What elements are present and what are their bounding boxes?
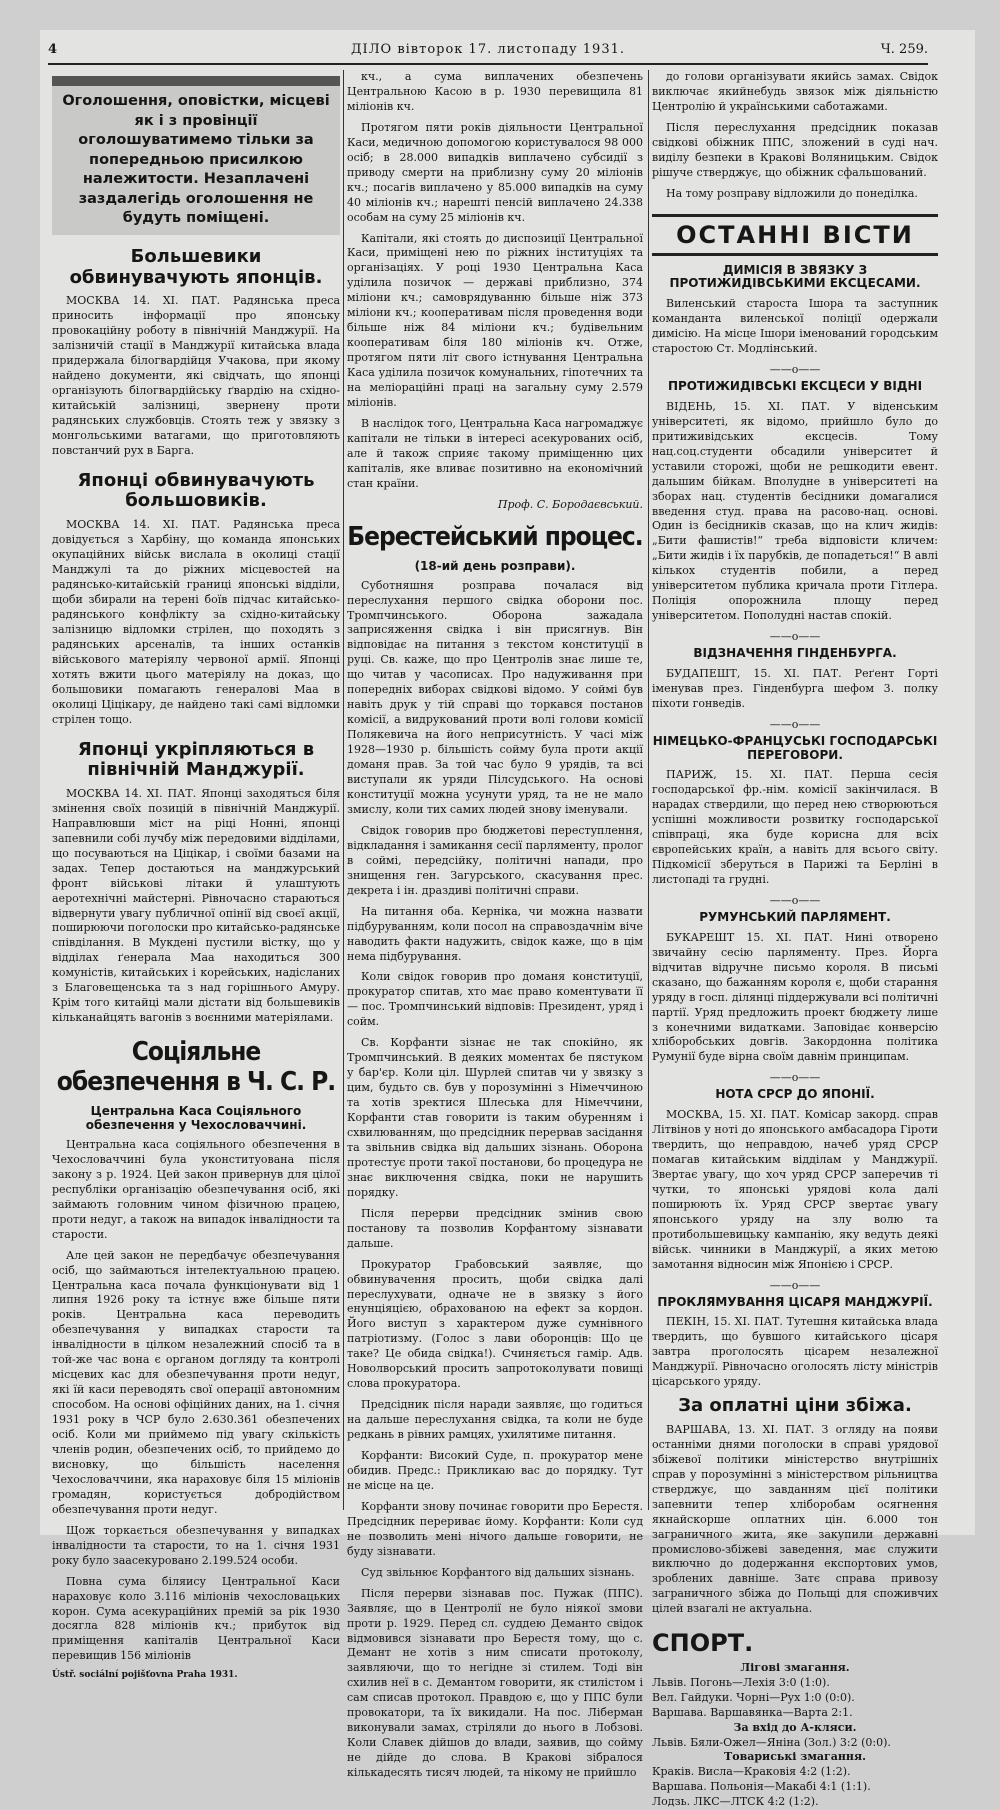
news-title: НІМЕЦЬКО-ФРАНЦУСЬКІ ГОСПОДАРСЬКІ ПЕРЕГОВОРИ.: [652, 733, 938, 762]
article-text: до голови організувати якийсь замах. Свідок виключає якийнебудь звязок між діяльністю Центролію й українськими саботажами.: [652, 70, 938, 113]
article-text: На питання оба. Керніка, чи можна назвати підбуруванням, коли посол на справоздачнім віче наводить факти надужить, свідок каже, що в цім нема підбурування.: [347, 904, 643, 963]
news-title: НОТА СРСР ДО ЯПОНІЇ.: [715, 1087, 875, 1102]
notice-text: Оголошення, оповістки, місцеві як і з провінції оголошуватимемо тільки за попередньою присилкою належитости. Незаплачені заздалегідь оголошення не будуть поміщені.: [62, 93, 330, 227]
article-brest-trial: [347, 523, 643, 1781]
news-title: ПРОТИЖИДІВСЬКІ ЕКСЦЕСИ У ВІДНІ: [667, 379, 923, 394]
sport-line: Краків. Висла—Краковія 4:2 (1:2).: [652, 1765, 851, 1779]
article-text: Предсідник після наради заявляє, що годиться на дальше переслухання свідка, та коли не буде редкань в рівних рамцях, ухилятиме питання.: [347, 1398, 643, 1442]
sport-line: Варшава. Варшавянка—Варта 2:1.: [652, 1705, 853, 1719]
article-text: Суботняшня розправа почалася від переслухання першого свідка оборони пос. Тромпчинського. Оборона зажадала заприсяження свідка і він присягнув. Він відповідає на питання з текстом конституції в руці. Св. каже, що про Центролів знає лише те, що читав у часописах. Про надуживання при попередніх виборах свідкові відомо. У соймі був навіть друк у тій справі що торкався постанов комісії, а видрукований проти волі голови комісії Полякевича на його неприсутність. У часі між 1928—1930 р. більшість сойму була проти акції доманя прав. За той час було 9 урядів, та всі виступали як уряди Пілсудського. На основі конституції можна усунути уряд, та не не мало змислу, коли тих самих людей знову іменували.: [347, 578, 643, 816]
news-title: ПРОКЛЯМУВАННЯ ЦІСАРЯ МАНДЖУРІЇ.: [657, 1294, 933, 1309]
article-text: МОСКВА 14. XI. ПАТ. Радянська преса приносить інформації про японську провокаційну роботу в північній Манджурії. На залізничій стації в Манджурії китайська влада придержала білогвардійця Учакова, при якому найдено документи, які свідчать, що японці організують білогвардійську ґвардію на східно-китайській залізниці, звернену проти радянських службовців. Стоять теж у звязку з монгольськими ватагами, що приготовляють повстанчий рух в Барга.: [52, 294, 340, 457]
article-text: Прокуратор Грабовський заявляє, що обвинувачення просить, щоби свідка далі переслухувати, одначе не в звязку з його енунціяцією, обрахованою на ефект за кордон. Його виступ з характером дуже сумнівного патріотизму. (Голос з лави оборонців: Що це таке? Це обида свідка!). Счиняється гамір. Адв. Новолворський просить запротоколувати повищі слова прокуратора.: [347, 1257, 643, 1391]
news-text: Виленський староста Ішора та заступник команданта виленської поліції одержали димісію. На місце Ішори іменований городським старостою Ст. Модлінський.: [652, 297, 938, 356]
article-text: Але цей закон не передбачує обезпечування осіб, що займаються інтелектуальною працею. Центральна каса почала функціонувати від 1 липня 1926 року та істнує вже більше пяти років. Центральна каса переводить обезпечування у випадках старости та інвалідности в цілком незалежний спосіб та в той-же час вона є органом догляду та контролі місцевих кас для обезпечування проти недуг, які їй каси переводять свої операції автономним способом. На основі офіційних даних, на 1. січня 1931 року в ЧСР було 2.630.361 обезпечених осіб. Коли ми приймемо під увагу скількість членів родин, обезпечених осіб, то прийдемо до висновку, що більшість населення Чехословаччини, яка нараховує біля 15 міліонів громадян, користується добродійством обезпечування проти недуг.: [52, 1248, 340, 1516]
article-title: Берестейський процес.: [347, 521, 643, 552]
sport-line: Вел. Гайдуки. Чорні—Рух 1:0 (0:0).: [652, 1690, 855, 1704]
news-title: ДИМІСІЯ В ЗВЯЗКУ З ПРОТИЖИДІВСЬКИМИ ЕКСЦЕСАМИ.: [669, 262, 921, 291]
column-2: [347, 70, 643, 1780]
article-text: Центральна каса соціяльного обезпечення в Чехословаччині була уконституована після закону з р. 1924. Цей закон привернув для цілої республіки організацію обезпечування осіб, які займають головним чином фізичною працею, проти недуг, а також на випадок інвалідности та старости.: [52, 1137, 340, 1241]
sport-title: СПОРТ.: [652, 1629, 754, 1658]
article-text: Корфанти знову починає говорити про Берестя. Предсідник перериває йому. Корфанти: Коли суд не позволить мені нічого дальше говорити, не буду зізнавати.: [347, 1499, 643, 1558]
sport-line: Львів. Погонь—Лехія 3:0 (1:0).: [652, 1676, 830, 1690]
article-text: Капітали, які стоять до диспозиції Центральної Каси, приміщені нею по ріжних інституціях та організаціях. У році 1930 Центральна Каса уділила позичок — державі приблизно, 374 міліони кч.; самоврядуванню більше ніж 373 міліони кч.; кооперативам після проведення води більше ніж 84 міліони кч.; будівельним кооперативам біля 180 міліонів кч. Отже, протягом пяти літ свого істнування Центральна Каса уділила позичок комунальних, гіпотечних та на меліораційні праці на загальну суму 2.579 міліонів.: [347, 231, 643, 410]
article-title: Японці обвинувачують большовиків.: [77, 469, 315, 512]
separator-ornament: ——o——: [769, 1071, 821, 1085]
sport-line: Товариські змагання.: [724, 1750, 866, 1764]
article-social-insurance: [52, 1038, 340, 1680]
article-text: Коли свідок говорив про доманя конституції, прокуратор спитав, хто має право коментувати її — пос. Тромпчинський відповів: Президент, уряд і сойм.: [347, 970, 643, 1029]
news-text: ПАРИЖ, 15. XI. ПАТ. Перша сесія господарської фр.-нім. комісії закінчилася. В нарадах ствердили, що перед нею створюються успішні можливости розвитку господарської співпраці, яка буде корисна для всіх європейських країн, а навіть для всього світу. Підкомісії зберуться в Парижі та Берліні в листопаді та груднi.: [652, 768, 938, 887]
separator-ornament: ——o——: [769, 717, 821, 731]
advert-notice: [52, 76, 340, 235]
news-item: [652, 735, 938, 888]
column-3: [652, 70, 938, 1808]
separator-ornament: ——o——: [769, 894, 821, 907]
news-text: БУДАПЕШТ, 15. XI. ПАТ. Реґент Горті іменував през. Гінденбурга шефом 3. полку піхоти гонведів.: [652, 666, 938, 710]
article-text: На тому розправу відложили до понеділка.: [666, 186, 918, 200]
article-text: Повна сума біляису Центральної Каси нараховує коло 3.116 міліонів чехословацьких корон. Сума асекураційних премій за рік 1930 досягла 828 міліонів кч.; прибуток від приміщення капіталів Центральної Каси перевищив 156 міліонів: [52, 1574, 340, 1663]
article-japanese-accuse: [52, 471, 340, 728]
page-header: [48, 42, 928, 64]
news-item: [652, 1088, 938, 1272]
sport-line: Лігові змагання.: [740, 1661, 850, 1675]
masthead-line: ДІЛО вівторок 17. листопаду 1931.: [350, 42, 625, 57]
article-text: В наслідок того, Центральна Каса нагромаджує капітали не тільки в інтересі асекурованих осіб, але й також сприяє такому приміщенню цих капіталів, яке вливає позитивно на економічний стан країни.: [347, 416, 643, 490]
news-item: [652, 647, 938, 712]
sport-line: Варшава. Польонія—Макабі 4:1 (1:1).: [652, 1780, 871, 1794]
news-text: БУКАРЕШТ 15. XI. ПАТ. Нині отворено звичайну сесію парляменту. През. Йорга відчитав відручне письмо короля. В письмі сказано, що бажанням короля є, щоби старання уряду в госп. ділянці піддержували всі політичні партії. Уряд предложить проект бюджету лише з конечними видатками. Заповідає конверсію хліборобських довгів. Закордонна політика Румунії буде вірна своїм давнім принципам.: [652, 930, 938, 1064]
article-text: МОСКВА 14. XI. ПАТ. Японці заходяться біля змінення своїх позицій в північній Манджурії. Направлювши міст на ріці Нонні, японці запевнили собі лучбу між передовими відділами, що посуваються на Ціцікар, і своїми базами на задах. Тепер достаються на манджурський фронт військові літаки й улаштують аеротехнічні майстерні. Рівночасно стараються відвернути увагу публичної опінії від своєї акції, поширюючи поголоски про китайсько-радянське співділання. В Мукдені пустили вістку, що у відділах ґенерала Маа находиться 300 комуністів, китайських і корейських, надісланих з Благовещенська та з над горішнього Амуру. Крім того китайці мали дістати від большевиків кільканайцять вагонів з воєнними матеріялами.: [52, 786, 340, 1025]
column-divider: [648, 70, 649, 1510]
article-title: Соціяльне обезпечення в Ч. С. Р.: [56, 1037, 336, 1098]
news-title: ВІДЗНАЧЕННЯ ГІНДЕНБУРГА.: [693, 646, 897, 661]
article-title: Японці укріпляються в північній Манджурії.: [77, 738, 315, 781]
separator-ornament: ——o——: [769, 1278, 821, 1292]
article-text: Суд звільнює Корфантого від дальших зізнань.: [361, 1565, 635, 1579]
footnote: Ústř. sociální pojišťovna Praha 1931.: [52, 1670, 238, 1681]
issue-number: Ч. 259.: [880, 42, 928, 57]
sport-section: [652, 1629, 938, 1809]
article-text: Свідок говорив про бюджетові переступлення, відкладання і замикання сесії парляменту, пролог в соймі, передсійку, політичні напади, про знищення ген. Загурського, скасування прес. декрета і ін. драздиві політичні справи.: [347, 823, 643, 897]
article-text: Протягом пяти років діяльности Центральної Каси, медичною допомогою користувалося 98 000 осіб; в 28.000 випадків виплачено субсидії з приводу смерти на приблизну суму 20 міліонів кч.; посагів виплачено у 85.000 випадків на суму 40 міліонів кч.; нарешті пенсій виплачено 24.338 особам на суму 25 міліонів кч.: [347, 120, 643, 224]
article-subtitle: (18-ий день розправи).: [414, 558, 576, 573]
article-social-insurance-cont: [347, 70, 643, 511]
news-item: [652, 911, 938, 1065]
sport-line: Лодзь. ЛКС—ЛТСК 4:2 (1:2).: [652, 1794, 819, 1808]
sport-line: За вхід до А-кляси.: [733, 1720, 857, 1734]
news-text: МОСКВА, 15. XI. ПАТ. Комісар закорд. справ Літвінов у ноті до японського амбасадора Гіроти твердить, що неправдою, начеб уряд СРСР помагав китайським відділам у Манджурії. Звертає увагу, що хоч уряд СРСР заперечив ті чутки, то японські урядові кола далі поширюють їх. Уряд СРСР звертає увагу японського уряду на злу волю та протибольшевицьку кампанію, яку ведуть деякі військ. чинники в Манджурії, а яких метою замотання відносин між Японією і СРСР.: [652, 1108, 938, 1271]
separator-ornament: ——o——: [769, 363, 821, 377]
article-text: Щож торкається обезпечування у випадках інвалідности та старости, то на 1. січня 1931 року було заасекуровано 2.199.524 особи.: [52, 1523, 340, 1567]
latest-news-banner: ОСТАННІ ВІСТИ: [652, 214, 938, 256]
article-text: Після переслухання предсідник показав свідкові обіжник ППС, зложений в суді нач. виділу безпеки в Кракові Воляницьким. Свідок рішуче стверджує, що обіжник сфальшований.: [652, 120, 938, 179]
news-text: ПЕКІН, 15. XI. ПАТ. Тутешня китайська влада твердить, що бувшого китайського цісаря завтра проголосять цісарем незалежної Манджурії. Рівночасно оголосять лісту міністрів цісарського уряду.: [652, 1315, 938, 1389]
page-number: 4: [48, 42, 58, 57]
article-text: Після перерви предсідник змінив свою постанову та позволив Корфантому зізнавати дальше.: [347, 1206, 643, 1250]
author-signature: Проф. С. Бородаєвський.: [497, 497, 643, 511]
news-title: РУМУНСЬКИЙ ПАРЛЯМЕНТ.: [699, 910, 891, 924]
column-divider: [343, 70, 344, 1510]
news-text: ВІДЕНЬ, 15. XI. ПАТ. У віденським університеті, як відомо, прийшло було до притиживідських ексцесів. Тому нац.соц.студенти обсадили університет й уставили сторожі, щоби не решкодити евент. дальшим бійкам. Вполудне в університеті на зборах нац. студентів бесідники домагалися введення студ. права на расово-нац. основі. Один із бесідників сказав, що на клич жидів: „Бити фашистів!“ треба відповісти кличем: „Бити жидів і їх парубків, де попадеться!“ В авлі кількох студентів побили, а перед університетом публика кричала проти Гітлера. Поліція опорожнила площу перед університетом. Пополудні настав спокій.: [652, 399, 938, 623]
news-item: [652, 380, 938, 624]
article-bolsheviks-accuse: [52, 247, 340, 459]
article-text: кч., а сума виплачених обезпечень Центральною Касою в р. 1930 перевищила 81 міліонів кч.: [347, 70, 643, 113]
article-title: Большевики обвинувачують японців.: [69, 245, 323, 288]
sport-line: Львів. Бяли-Ожел—Яніна (Зол.) 3:2 (0:0).: [652, 1735, 891, 1749]
article-subtitle: Центральна Каса Соціяльного обезпечення у Чехословаччині.: [85, 1103, 307, 1132]
header-rule: [48, 63, 928, 65]
article-text: ВАРШАВА, 13. XI. ПАТ. З огляду на появи останніми днями поголоски в справі урядової збіжевої політики міністерство внутрішніх справ у порозумінні з міністерством рільництва стверджує, що завданням цієї політики запевнити тепер хліборобам осягнення якнайскорше оплатних цін. 6.000 тон заграничного жита, яке закупили державні промислово-збіжеві заведення, має служити виключно до додержання експортових умов, зроблених давніше. Затє справа привозу заграничного збіжа до Польщі для споживчих цілей взагалі не актуальна.: [652, 1422, 938, 1616]
article-japanese-fortify: [52, 740, 340, 1027]
separator-ornament: ——o——: [769, 630, 821, 644]
article-text: МОСКВА 14. XI. ПАТ. Радянська преса довідується з Харбіну, що команда японських окупаційних військ вислала в околиці стації Манджулі та до ріжних місцевостей на радянсько-китайській границі японські відділи, щоби збирали на терені боїв підчас китайсько-радянського конфлікту за східно-китайську залізницю відломки стрілен, що походять з радянських арсеналів, та інших останків військового матеріялу червоної армії. Японці хотять вжити цього матеріялу на доказ, що большовики помагають генералові Маа в околиці Ціцікару, де найдено такі самі відломки стрілен тощо.: [52, 518, 340, 726]
article-text: Після перерви зізнавав пос. Пужак (ППС). Заявляє, що в Центролії не було ніякої змови проти р. 1929. Перед сл. суддею Деманто свідок відмовився зізнавати про Берестя тому, що с. Демант не хотів з ним списати протоколу, заявляючи, що то негідне зі стилем. Тоді він схилив неї в с. Демантом говорити, як стилістом і сам списав протокол. Правдою є, що у ППС були провокатори, та їх викидали. На пос. Ліберман виконували замах, стріляли до нього в Лобзові. Коли Славек дійшов до влади, заявив, що сойму не дійде до слова. В Кракові зібралося кількадесять тисяч людей, та нікому не прийшло: [347, 1586, 643, 1780]
column-1: [52, 70, 340, 1681]
news-item: [652, 264, 938, 357]
article-text: Корфанти: Високий Суде, п. прокуратор мене обидив. Предс.: Прикликаю вас до порядку. Тут не місце на це.: [347, 1449, 643, 1492]
article-title: За оплатні ціни збіжа.: [678, 1395, 912, 1417]
article-text: Св. Корфанти зізнає не так спокійно, як Тромпчинський. В деяких моментах бе пястуком у бар'єр. Коли ціл. Шурлей спитав чи у звязку з цим, будьто св. був у порозумінні з Німеччиною та хотів зректися Шлеська для Німеччини, Корфанти став говорити із таким обуренням і схвилюванням, що предсідник перервав засідання та звільнив свідка від дальших зізнань. Оборона протестує проти такої постанови, бо процедура не знає виключення свідка, поки не нарушить порядку.: [347, 1036, 643, 1199]
article-brest-trial-cont: [652, 70, 938, 202]
article-grain-prices: [652, 1396, 938, 1617]
news-item: [652, 1296, 938, 1391]
